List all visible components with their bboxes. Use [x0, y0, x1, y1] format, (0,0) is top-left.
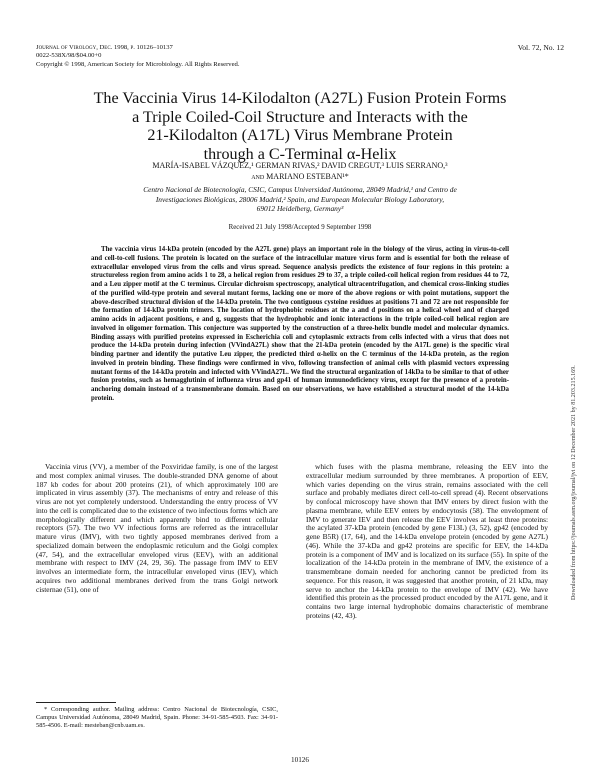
author-list [36, 161, 564, 182]
abstract: The vaccinia virus 14-kDa protein (encoded by the A27L gene) plays an important role in the biology of the virus, acting in virus-to-cell and cell-to-cell fusions. The protein is located on the surface of the intracellular mature virus form and is essential for both the release of extracellular enveloped virus from the cells and virus spread. Sequence analysis predicts the existence of four regions in this protein: a structureless region from amino acids 1 to 28, a helical region from residues 29 to 37, a triple coiled-coil helical region from residues 44 to 72, and a Leu zipper motif at the C terminus. Circular dichroism spectroscopy, analytical ultracentrifugation, and chemical cross-linking studies of the purified wild-type protein and several mutant forms, lacking one or more of the above regions or with point mutations, support the above-described structural division of the 14-kDa protein. The two contiguous cysteine residues at positions 71 and 72 are not responsible for the formation of 14-kDa protein trimers. The location of hydrophobic residues at the a and d positions on a helical wheel and of charged amino acids in adjacent positions, e and g, suggests that the hydrophobic and ionic interactions in the triple coiled-coil helical region are involved in oligomer formation. This conjecture was supported by the construction of a three-helix bundle model and molecular dynamics. Binding assays with purified proteins expressed in Escherichia coli and cytoplasmic extracts from cells infected with a virus that does not produce the 14-kDa protein during infection (VVindA27L) show that the 21-kDa protein (encoded by the A17L gene) is the specific viral binding partner and identify the putative Leu zipper, the predicted third α-helix on the C terminus of the 14-kDa protein, as the region involved in protein binding. These findings were confirmed in vivo, following transfection of animal cells with plasmid vectors expressing mutant forms of the 14-kDa protein and infected with VVindA27L. We find the structural organization of 14kDa to be similar to that of other fusion proteins, such as hemagglutinin of influenza virus and gp41 of human immunodeficiency virus, except for the presence of a protein-anchoring domain instead of a transmembrane domain. Based on our observations, we have established a structural model of the 14-kDa protein. [91, 246, 509, 402]
volume-issue: Vol. 72, No. 12 [517, 43, 564, 52]
affiliation-line: Investigaciones Biológicas, 28006 Madrid,² Spain, and European Molecular Biology Laboratory, [155, 194, 445, 204]
affiliation-line: 69012 Heidelberg, Germany³ [256, 204, 344, 214]
journal-citation: Journal of Virology, Dec. 1998, p. 10126–10137 [36, 44, 173, 51]
body-paragraph: which fuses with the plasma membrane, releasing the EEV into the extracellular medium surrounded by three membranes. A proportion of EEV, which varies depending on the virus strain, remains associated with the cell surface and probably mediates direct cell-to-cell spread (4). Recent observations by confocal microscopy have shown that IMV enters by direct fusion with the plasma membrane, while EEV enters by endocytosis (58). The envelopment of IMV to generate IEV and then release the EEV involves at least three proteins: the acylated 37-kDa protein (encoded by gene F13L) (3, 52), gp42 (encoded by gene B5R) (17, 64), and the 14-kDa envelope protein (encoded by gene A27L) (46). While the 37-kDa and gp42 proteins are specific for EEV, the 14-kDa protein is a component of IMV and is localized on its surface (55). In spite of the localization of the 14-kDa protein in the membrane of IMV, the existence of a transmembrane domain needed for anchoring cannot be predicted from its sequence. For this reason, it was suggested that another protein, of 21 kDa, may serve to anchor the 14-kDa protein to the envelope of IMV (42). We have identified this protein as the processed product encoded by the A17L gene, and it contains two large internal hydrophobic domains characteristic of membrane proteins (42, 43). [306, 462, 548, 620]
title-line: 21-Kilodalton (A17L) Virus Membrane Protein [147, 127, 453, 145]
download-note-text: Downloaded from https://journals.asm.org/journal/jvi on 12 December 2021 by 81.203.215.169. [571, 365, 577, 600]
body-column-left [36, 463, 278, 594]
footnote-divider [36, 702, 116, 703]
copyright-line: Copyright © 1998, American Society for Microbiology. All Rights Reserved. [36, 60, 240, 68]
page-number: 10126 [291, 756, 309, 764]
affiliations [36, 185, 564, 214]
author-line: and MARIANO ESTEBAN¹* [251, 171, 349, 181]
title-line: through a C-Terminal α-Helix [203, 145, 397, 163]
body-column-right [306, 463, 548, 621]
article-title [36, 90, 564, 164]
title-line: a Triple Coiled-Coil Structure and Interacts with the [132, 108, 468, 126]
running-header [36, 44, 239, 69]
affiliation-line: Centro Nacional de Biotecnología, CSIC, Campus Universidad Autónoma, 28049 Madrid,¹ and Centro de [143, 185, 457, 194]
body-paragraph: Vaccinia virus (VV), a member of the Poxviridae family, is one of the largest and most complex animal viruses. The double-stranded DNA genome of about 187 kb codes for about 200 proteins (21), of which approximately 100 are implicated in virus assembly (37). The mechanisms of entry and release of this virus are not yet completely understood. Understanding the entry process of VV into the cell is complicated due to the existence of two infectious forms which are morphologically different and which apparently bind to different cellular receptors (57). The two VV infectious forms are referred as the intracellular mature virus (IMV), with two tightly apposed membranes derived from a specialized domain between the endoplasmic reticulum and the Golgi complex (47, 54), and the extracellular enveloped virus (EEV), with an additional membrane with respect to IMV (24, 29, 36). The passage from IMV to EEV involves an intermediate form, the intracellular enveloped virus (IEV), which acquires two additional membranes derived from the trans Golgi network cisternae (51), one of [36, 462, 278, 594]
issn-line: 0022-538X/98/$04.00+0 [36, 52, 102, 60]
corresponding-author-footnote: * Corresponding author. Mailing address: Centro Nacional de Biotecnología, CSIC, Campus Universidad Autónoma, 28049 Madrid, Spain. Phone: 34-91-585-4503. Fax: 34-91-585-4506. E-mail: mesteban@cnb.uam.es. [36, 706, 278, 729]
title-line: The Vaccinia Virus 14-Kilodalton (A27L) Fusion Protein Forms [93, 90, 507, 107]
author-line: MARÍA-ISABEL VÁZQUEZ,¹ GERMAN RIVAS,² DAVID CREGUT,³ LUIS SERRANO,³ [152, 161, 448, 170]
received-dates: Received 21 July 1998/Accepted 9 September 1998 [228, 224, 372, 231]
